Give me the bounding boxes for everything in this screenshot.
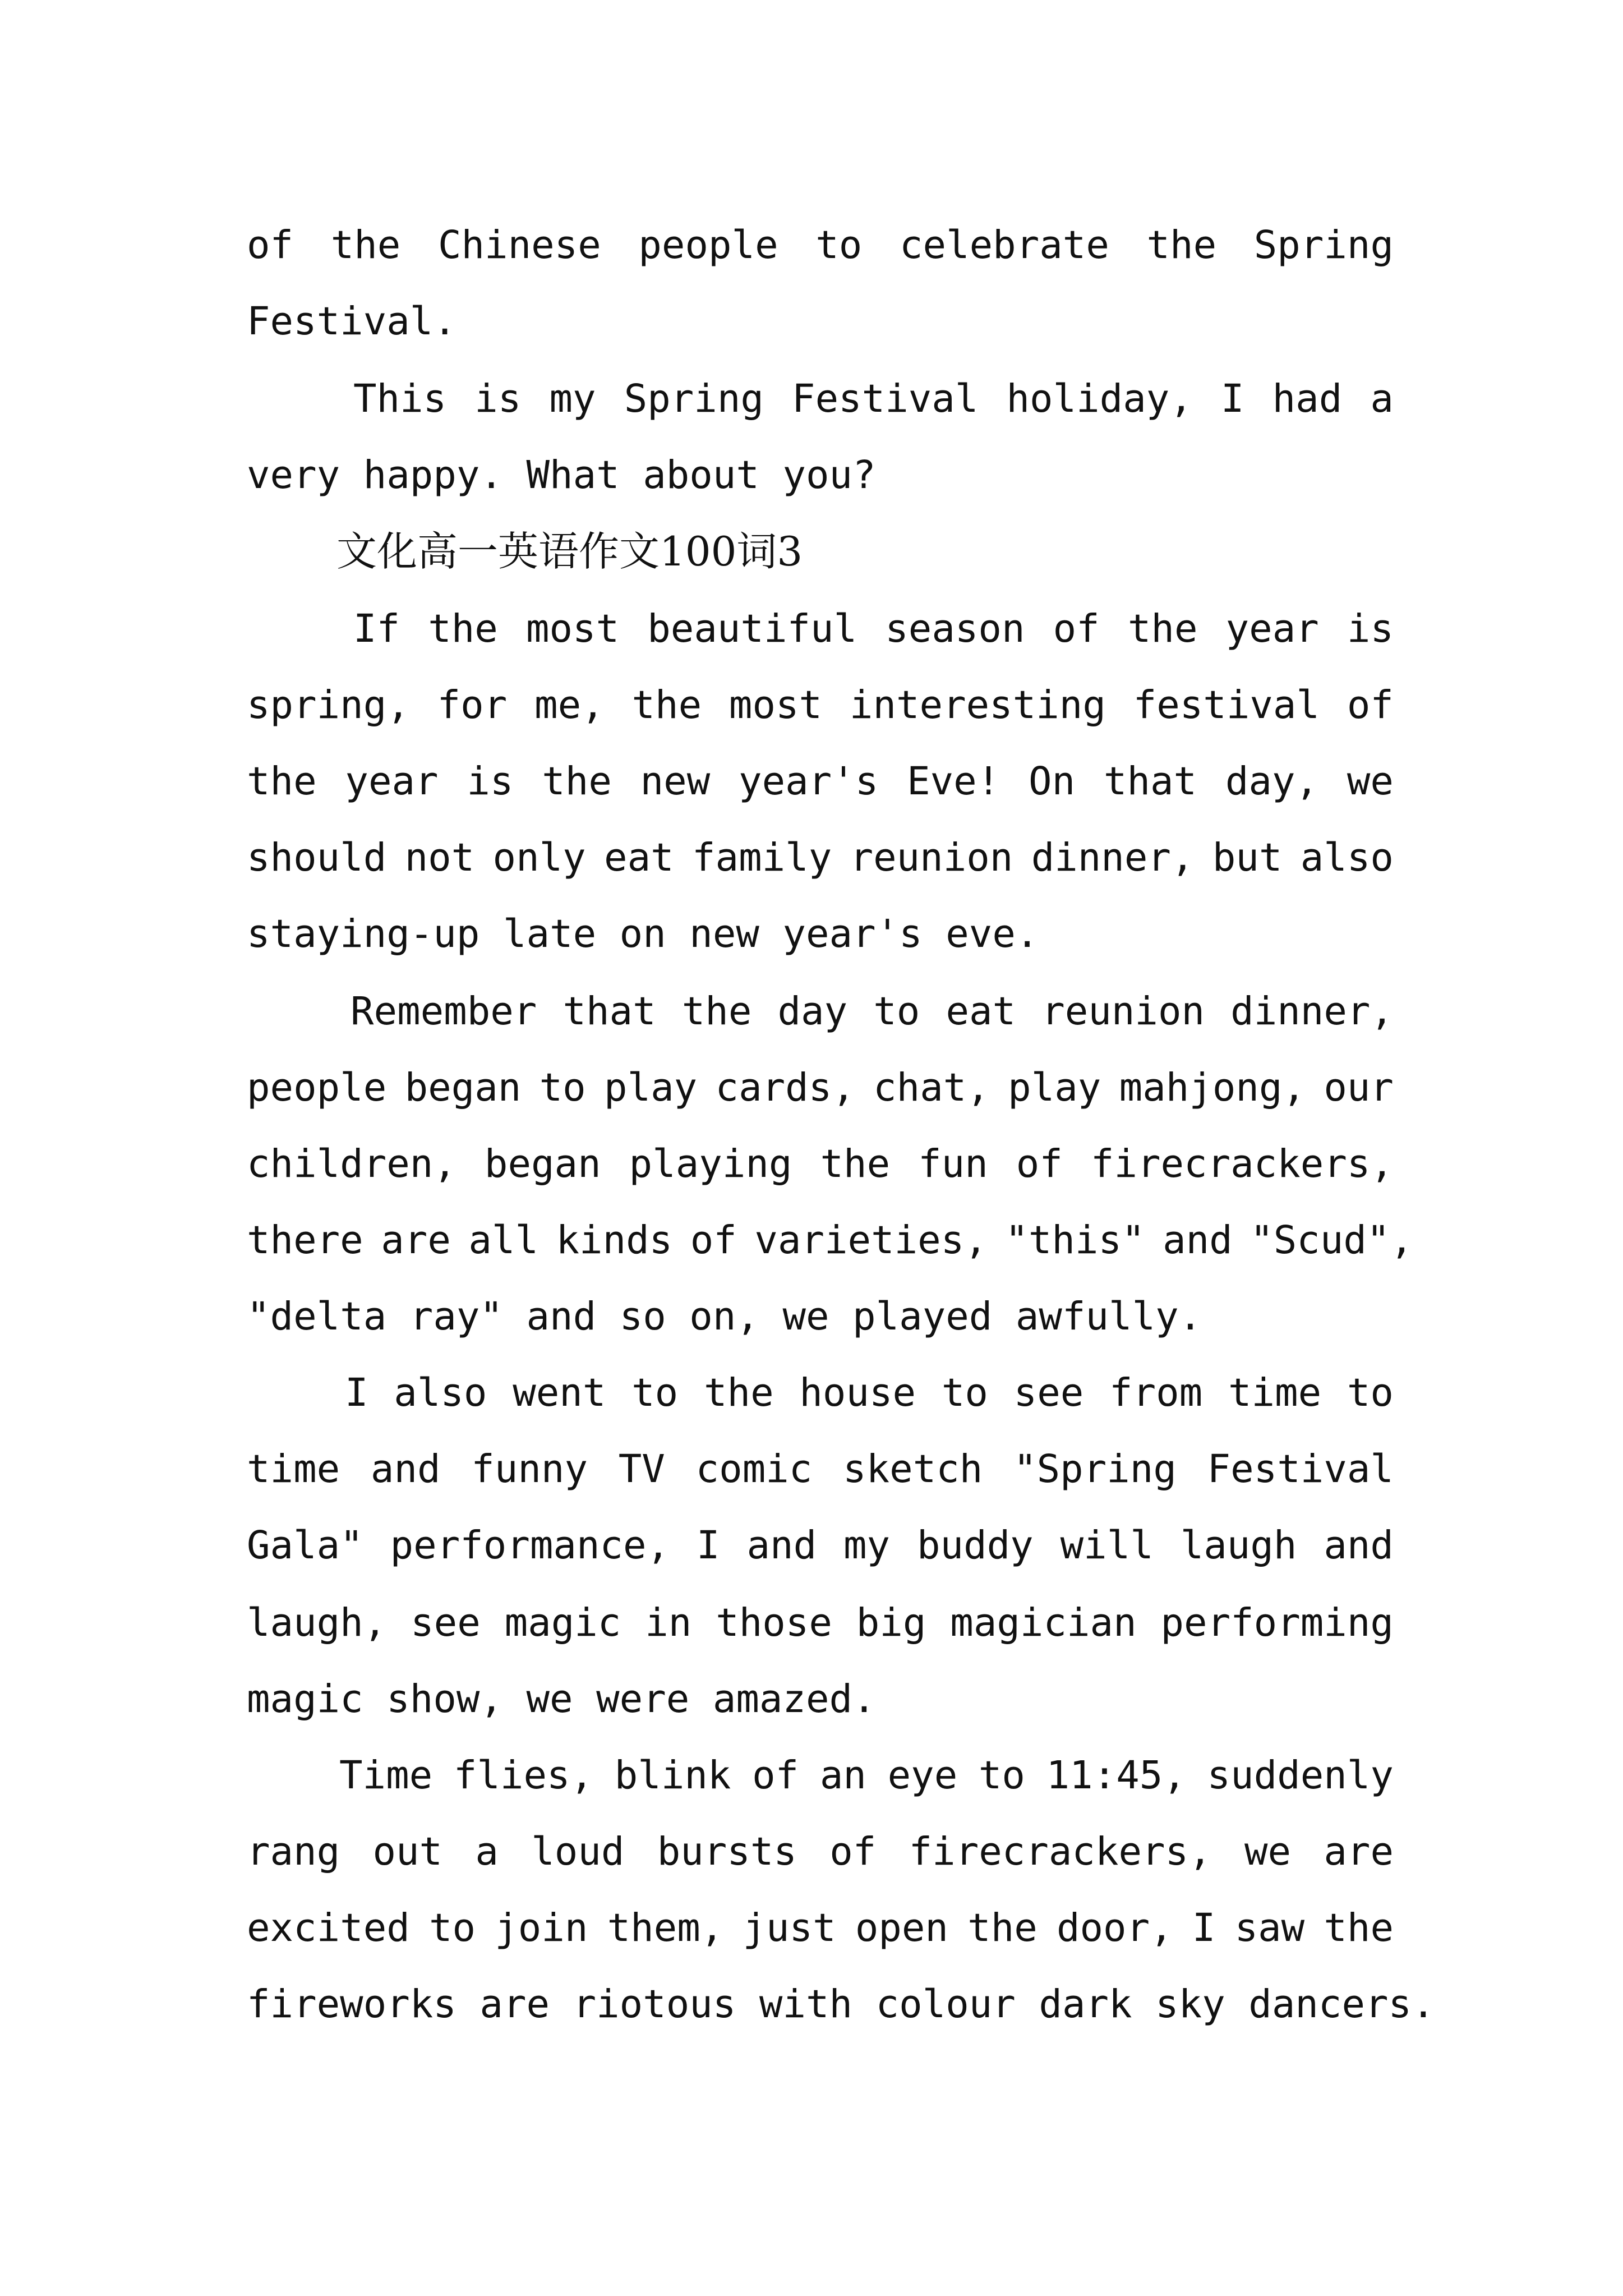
word: a: [1370, 376, 1394, 421]
word: an: [819, 1753, 866, 1798]
word: flies,: [453, 1753, 594, 1798]
word: open: [855, 1906, 948, 1950]
word: of: [752, 1753, 799, 1798]
word: people: [638, 223, 778, 268]
word: house: [799, 1370, 916, 1415]
word: loud: [531, 1829, 625, 1874]
word: Gala": [247, 1523, 363, 1568]
word: holiday,: [1006, 376, 1193, 421]
word: we: [1244, 1829, 1292, 1874]
word: my: [843, 1523, 891, 1568]
word: mahjong,: [1119, 1065, 1306, 1110]
word: saw: [1234, 1906, 1305, 1950]
text-line: [247, 677, 1394, 733]
word: Remember: [351, 989, 537, 1034]
word: buddy: [917, 1523, 1034, 1568]
word: the: [681, 989, 752, 1034]
word: is: [474, 376, 522, 421]
word: comic: [695, 1447, 813, 1492]
word: also: [394, 1370, 487, 1415]
paragraph-first-line: [353, 601, 1394, 657]
word: to: [539, 1065, 586, 1110]
text-line: very happy. What about you?: [247, 453, 876, 498]
word: funny: [471, 1447, 588, 1492]
word: cards,: [715, 1065, 855, 1110]
word: see: [411, 1600, 481, 1645]
word: the: [542, 759, 612, 804]
paragraph-first-line: [351, 983, 1394, 1039]
word: time: [1228, 1370, 1322, 1415]
word: and: [1163, 1218, 1233, 1263]
word: most: [728, 683, 823, 728]
word: Chinese: [437, 223, 601, 268]
word: most: [525, 606, 620, 651]
word: TV: [618, 1447, 665, 1492]
word: performance,: [390, 1523, 670, 1568]
text-line: [247, 1060, 1394, 1116]
word: the: [967, 1906, 1038, 1950]
word: are: [1324, 1829, 1394, 1874]
text-line: [247, 1900, 1394, 1956]
word: eat: [604, 835, 674, 880]
word: of: [690, 1218, 737, 1263]
word: season: [885, 606, 1025, 651]
text-line: [247, 1441, 1394, 1497]
word: began: [484, 1142, 601, 1186]
word: the: [820, 1142, 891, 1186]
word: blink: [614, 1753, 731, 1798]
text-line: [247, 753, 1394, 809]
word: our: [1324, 1065, 1394, 1110]
word: Festival: [1207, 1447, 1394, 1492]
word: big: [856, 1600, 926, 1645]
word: not: [404, 835, 475, 880]
word: celebrate: [899, 223, 1109, 268]
word: to: [428, 1906, 476, 1950]
word: year: [345, 759, 439, 804]
word: and: [370, 1447, 441, 1492]
word: eye: [887, 1753, 958, 1798]
word: door,: [1056, 1906, 1173, 1950]
word: I: [1192, 1906, 1216, 1950]
text-line: [247, 1595, 1394, 1651]
word: Spring: [1253, 223, 1394, 268]
word: chat,: [873, 1065, 990, 1110]
word: performing: [1160, 1600, 1394, 1645]
word: we: [1347, 759, 1394, 804]
word: see: [1013, 1370, 1084, 1415]
word: join: [495, 1906, 588, 1950]
word: firecrackers,: [909, 1829, 1212, 1874]
word: to: [873, 989, 920, 1034]
word: the: [1127, 606, 1198, 651]
paragraph-first-line: [345, 1365, 1394, 1421]
word: the: [1146, 223, 1217, 268]
word: laugh,: [247, 1600, 387, 1645]
word: rang: [247, 1829, 340, 1874]
word: spring,: [247, 683, 410, 728]
word: 11:45,: [1046, 1753, 1186, 1798]
word: This: [353, 376, 447, 421]
word: to: [978, 1753, 1025, 1798]
text-line: [247, 1824, 1394, 1880]
word: laugh: [1180, 1523, 1297, 1568]
word: If: [353, 606, 400, 651]
word: time: [247, 1447, 340, 1492]
word: play: [604, 1065, 698, 1110]
word: magician: [950, 1600, 1137, 1645]
section-heading: 文化高一英语作文100词3: [336, 528, 803, 575]
word: is: [1347, 606, 1394, 651]
text-line: [247, 1212, 1413, 1268]
word: dinner,: [1230, 989, 1394, 1034]
word: the: [1324, 1906, 1394, 1950]
word: to: [941, 1370, 988, 1415]
word: also: [1300, 835, 1394, 880]
word: for: [437, 683, 508, 728]
word: year: [1225, 606, 1319, 651]
word: just: [743, 1906, 836, 1950]
word: the: [631, 683, 702, 728]
word: to: [815, 223, 863, 268]
word: reunion: [1041, 989, 1205, 1034]
word: that: [562, 989, 656, 1034]
word: I: [697, 1523, 720, 1568]
word: children,: [247, 1142, 457, 1186]
word: will: [1060, 1523, 1154, 1568]
word: reunion: [850, 835, 1013, 880]
word: varieties,: [754, 1218, 988, 1263]
word: and: [1324, 1523, 1394, 1568]
word: On: [1029, 759, 1076, 804]
word: new: [640, 759, 711, 804]
word: is: [467, 759, 514, 804]
word: Spring: [624, 376, 764, 421]
word: a: [475, 1829, 499, 1874]
text-line: magic show, we were amazed.: [247, 1677, 876, 1722]
word: "this": [1005, 1218, 1145, 1263]
word: all: [468, 1218, 538, 1263]
word: play: [1008, 1065, 1101, 1110]
text-line: Festival.: [247, 299, 457, 344]
text-line: [247, 1136, 1394, 1192]
word: interesting: [849, 683, 1106, 728]
word: festival: [1133, 683, 1320, 728]
word: only: [492, 835, 586, 880]
word: the: [330, 223, 401, 268]
word: and: [746, 1523, 817, 1568]
word: I: [1220, 376, 1244, 421]
text-line: staying-up late on new year's eve.: [247, 912, 1039, 956]
word: are: [381, 1218, 451, 1263]
word: but: [1212, 835, 1283, 880]
word: them,: [607, 1906, 724, 1950]
word: of: [1053, 606, 1100, 651]
word: sketch: [843, 1447, 983, 1492]
word: of: [1347, 683, 1394, 728]
word: of: [1016, 1142, 1063, 1186]
word: had: [1272, 376, 1343, 421]
word: my: [549, 376, 596, 421]
paragraph-first-line: [339, 1747, 1394, 1803]
word: people: [247, 1065, 387, 1110]
word: went: [513, 1370, 606, 1415]
word: of: [829, 1829, 877, 1874]
word: day,: [1225, 759, 1319, 804]
word: dinner,: [1031, 835, 1195, 880]
text-line: [247, 830, 1394, 886]
word: Festival: [792, 376, 979, 421]
paragraph-first-line: [353, 371, 1394, 427]
word: bursts: [657, 1829, 797, 1874]
word: should: [247, 835, 387, 880]
word: those: [716, 1600, 832, 1645]
word: there: [247, 1218, 363, 1263]
word: in: [645, 1600, 692, 1645]
text-line: [247, 217, 1394, 273]
word: Time: [339, 1753, 433, 1798]
word: from: [1109, 1370, 1203, 1415]
word: eat: [946, 989, 1016, 1034]
word: of: [247, 223, 294, 268]
word: family: [691, 835, 832, 880]
word: Eve!: [907, 759, 1000, 804]
word: kinds: [556, 1218, 673, 1263]
text-line: fireworks are riotous with colour dark sky dancers.: [247, 1982, 1435, 2027]
word: began: [404, 1065, 522, 1110]
word: me,: [534, 683, 605, 728]
word: "Spring: [1013, 1447, 1177, 1492]
word: playing: [629, 1142, 792, 1186]
word: out: [372, 1829, 443, 1874]
word: day: [777, 989, 848, 1034]
word: I: [345, 1370, 368, 1415]
word: to: [1347, 1370, 1394, 1415]
word: excited: [247, 1906, 410, 1950]
word: firecrackers,: [1090, 1142, 1394, 1186]
word: suddenly: [1207, 1753, 1394, 1798]
word: that: [1103, 759, 1197, 804]
word: the: [247, 759, 317, 804]
word: fun: [918, 1142, 988, 1186]
word: the: [428, 606, 498, 651]
text-line: "delta ray" and so on, we played awfully.: [247, 1294, 1202, 1339]
word: the: [703, 1370, 774, 1415]
word: magic: [504, 1600, 621, 1645]
text-line: [247, 1517, 1394, 1573]
word: "Scud",: [1250, 1218, 1413, 1263]
word: beautiful: [647, 606, 857, 651]
word: to: [631, 1370, 679, 1415]
word: year's: [739, 759, 879, 804]
